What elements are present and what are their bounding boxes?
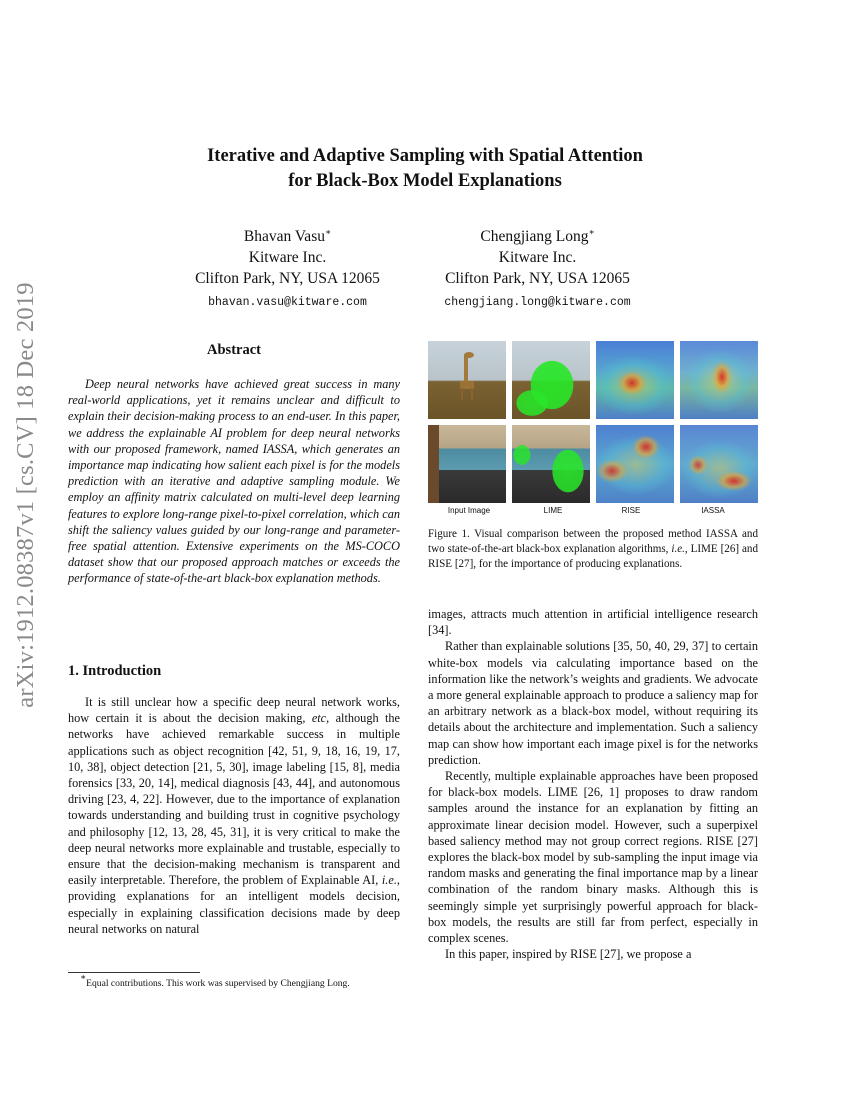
figure-label-lime: LIME — [543, 506, 563, 515]
author-mark: ∗ — [324, 227, 332, 237]
author-affiliation: Kitware Inc. — [248, 249, 327, 266]
giraffe-icon — [428, 341, 506, 419]
paragraph: Recently, multiple explainable approaches have been proposed for black-box models. LIME [26, 1] proposes to draw random samples around the instance for an explanation by fitting an approximate linear decision model. However, such a superpixel based saliency method may not group correct regions. RISE [27] explores the black-box model by sub-sampling the input image via random masks and generating the final importance map by a linear combination of the random binary masks. Although this is seemingly simple yet surprisingly powerful approach for black-box models, the results are still far from perfect, especially in complex scenes. — [428, 769, 758, 946]
paragraph: Rather than explainable solutions [35, 50, 40, 29, 37] to certain white-box models via calculating importance based on the information like the network’s weights and gradients. We advocate a more general explainable approach to produce a saliency map for an arbitrary network as a black-box model, without requiring its details about the architecture and implementation. Such a saliency map can show how important each image pixel is for the networks prediction. — [428, 639, 758, 767]
text-run: , although the networks have achieved remarkable success in multiple applications such as object recognition [42, 51, 9, 18, 16, 19, 17, 10, 38], object detection [21, 5, 30], image labeling [15, 8], media forensics [33, 20, 14], medical diagnosis [43, 44], and autonomous driving [23, 4, 22]. However, due to the importance of explanation towards understanding and building trust in cognitive psychology and philosophy [12, 13, 28, 45, 31], it is very critical to make the deep neural networks more explainable and trustable, especially to ensure that the decision-making mechanism is transparent and easily interpretable. Therefore, the problem of Explainable AI, — [68, 711, 401, 888]
figure-image-input-kitchen — [428, 425, 506, 503]
text-run-italic: i.e. — [671, 543, 685, 556]
figure-image-rise-kitchen — [596, 425, 674, 503]
author-email: bhavan.vasu@kitware.com — [208, 296, 367, 309]
author-block-2 — [420, 226, 655, 313]
figure-image-iassa-giraffe — [680, 341, 758, 419]
author-address: Clifton Park, NY, USA 12065 — [195, 270, 380, 287]
footnote-rule — [68, 972, 200, 973]
abstract-heading: Abstract — [207, 342, 261, 358]
text-run: Figure 1. Visual comparison between the proposed method IASSA and two state-of-the-art black-box explanation algorithms, — [428, 528, 758, 556]
author-block-1 — [170, 226, 405, 313]
author-mark: ∗ — [588, 227, 595, 237]
figure-image-lime-giraffe — [512, 341, 590, 419]
figure-label-input-image: Input Image — [447, 506, 491, 515]
figure-image-input-giraffe — [428, 341, 506, 419]
text-run: , providing explanations for an intelligent models decision, especially in explaining classification decisions made by deep neural networks on natural — [68, 873, 400, 936]
author-email: chengjiang.long@kitware.com — [444, 296, 631, 309]
text-run: , LIME [26] and RISE [27], for the importance of producing explanations. — [428, 543, 758, 571]
introduction-body — [68, 694, 400, 937]
figure-label-rise: RISE — [621, 506, 641, 515]
author-affiliation: Kitware Inc. — [498, 249, 577, 266]
title-line-1: Iterative and Adaptive Sampling with Spatial Attention — [207, 146, 643, 166]
author-name: Bhavan Vasu — [243, 228, 325, 245]
footnote-mark: ∗ — [80, 972, 87, 982]
title-line-2: for Black-Box Model Explanations — [288, 171, 562, 191]
figure-label-iassa: IASSA — [701, 506, 725, 515]
arxiv-stamp-text: arXiv:1912.08387v1 [cs.CV] 18 Dec 2019 — [12, 282, 39, 708]
text-run: It is still unclear how a specific deep neural network works, how certain it is about the decision making, — [68, 695, 400, 726]
footnote — [80, 972, 350, 989]
paragraph: images, attracts much attention in artificial intelligence research [34]. — [428, 607, 758, 638]
author-name: Chengjiang Long — [480, 228, 589, 245]
author-address: Clifton Park, NY, USA 12065 — [445, 270, 630, 287]
figure-1-caption — [428, 527, 758, 572]
right-column-body — [428, 606, 758, 962]
intro-paragraph — [68, 694, 400, 937]
figure-1-column-labels — [428, 506, 758, 518]
section-heading-introduction: 1. Introduction — [68, 663, 162, 679]
paragraph: In this paper, inspired by RISE [27], we propose a — [445, 947, 692, 962]
figure-1 — [428, 341, 758, 503]
text-run-italic: etc — [311, 711, 327, 726]
figure-image-lime-kitchen — [512, 425, 590, 503]
arxiv-stamp — [6, 282, 46, 708]
text-run-italic: i.e. — [381, 873, 397, 888]
abstract-text: Deep neural networks have achieved great success in many real-world applications, yet it remains unclear and difficult to explain their decision-making process to an end-user. In this paper, we address the explainable AI problem for deep neural networks with our proposed framework, named IASSA, which generates an importance map indicating how salient each pixel is for the models prediction with an iterative and adaptive sampling module. We employ an affinity matrix calculated on multi-level deep learning features to explore long-range pixel-to-pixel correlation, which can shift the saliency values guided by our long-range and parameter-free spatial attention. Extensive experiments on the MS-COCO dataset show that our proposed approach matches or exceeds the performance of state-of-the-art black-box explanation methods. — [68, 377, 400, 586]
paper-title — [100, 144, 750, 194]
figure-image-iassa-kitchen — [680, 425, 758, 503]
figure-image-rise-giraffe — [596, 341, 674, 419]
footnote-text: Equal contributions. This work was supervised by Chengjiang Long. — [86, 978, 350, 989]
